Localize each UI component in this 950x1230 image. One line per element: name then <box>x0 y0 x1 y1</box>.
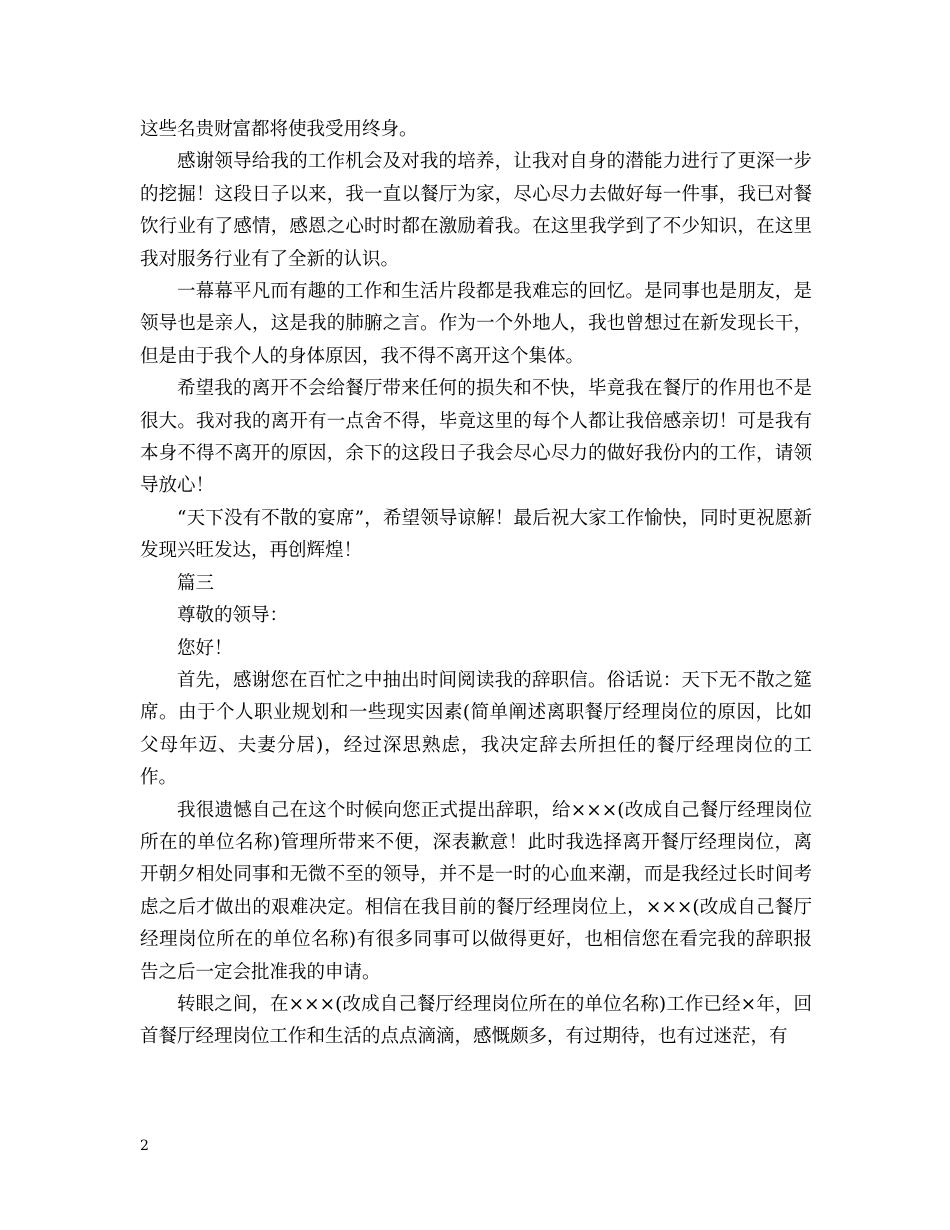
document-body <box>140 114 812 1054</box>
paragraph: 一幕幕平凡而有趣的工作和生活片段都是我难忘的回忆。是同事也是朋友，是领导也是亲人，这是我的肺腑之言。作为一个外地人，我也曾想过在新发现长干，但是由于我个人的身体原因，我不得不离开这个集体。 <box>140 281 812 367</box>
paragraph: 首先，感谢您在百忙之中抽出时间阅读我的辞职信。俗话说：天下无不散之筵席。由于个人职业规划和一些现实因素(简单阐述离职餐厅经理岗位的原因，比如父母年迈、夫妻分居)，经过深思熟虑，我决定辞去所担任的餐厅经理岗位的工作。 <box>140 669 812 789</box>
paragraph: 转眼之间，在×××(改成自己餐厅经理岗位所在的单位名称)工作已经×年，回首餐厅经理岗位工作和生活的点点滴滴，感慨颇多，有过期待，也有过迷茫，有 <box>140 993 812 1048</box>
page-number: 2 <box>140 1138 149 1154</box>
salutation: 尊敬的领导： <box>177 605 289 627</box>
paragraph: 我很遗憾自己在这个时候向您正式提出辞职，给×××(改成自己餐厅经理岗位所在的单位名称)管理所带来不便，深表歉意！此时我选择离开餐厅经理岗位，离开朝夕相处同事和无微不至的领导，并不是一时的心血来潮，而是我经过长时间考虑之后才做出的艰难决定。相信在我目前的餐厅经理岗位上，×××(改成自己餐厅经理岗位所在的单位名称)有很多同事可以做得更好，也相信您在看完我的辞职报告之后一定会批准我的申请。 <box>140 799 812 983</box>
paragraph: 希望我的离开不会给餐厅带来任何的损失和不快，毕竟我在餐厅的作用也不是很大。我对我的离开有一点舍不得，毕竟这里的每个人都让我倍感亲切！可是我有本身不得不离开的原因，余下的这段日子我会尽心尽力的做好我份内的工作，请领导放心！ <box>140 378 812 497</box>
paragraph: 感谢领导给我的工作机会及对我的培养，让我对自身的潜能力进行了更深一步的挖掘！这段日子以来，我一直以餐厅为家，尽心尽力去做好每一件事，我已对餐饮行业有了感情，感恩之心时时都在激励着我。在这里我学到了不少知识，在这里我对服务行业有了全新的认识。 <box>140 151 812 270</box>
paragraph: 这些名贵财富都将使我受用终身。 <box>140 119 418 140</box>
greeting: 您好！ <box>177 637 233 659</box>
paragraph: “天下没有不散的宴席”，希望领导谅解！最后祝大家工作愉快，同时更祝愿新发现兴旺发达，再创辉煌！ <box>140 507 812 562</box>
section-heading: 篇三 <box>177 572 215 594</box>
